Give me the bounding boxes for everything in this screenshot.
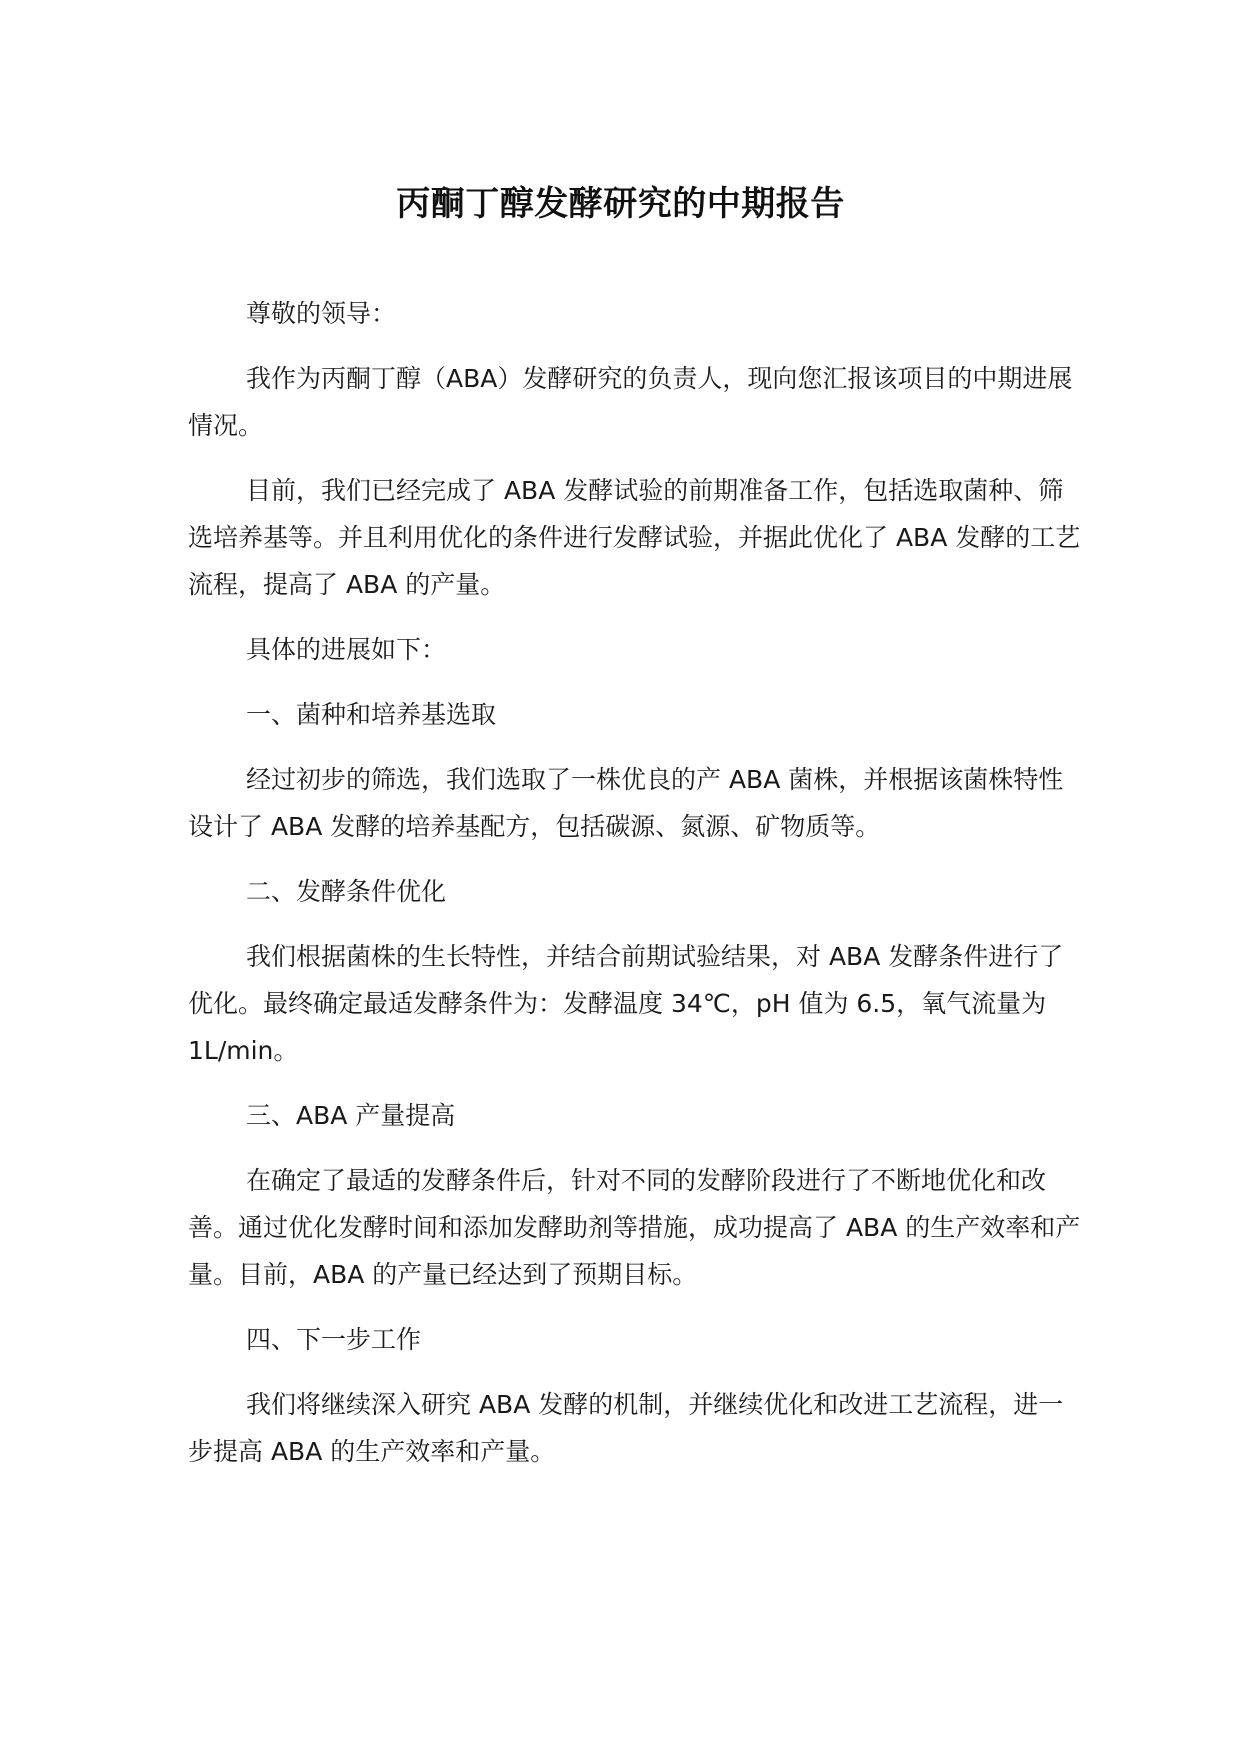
document-title: 丙酮丁醇发酵研究的中期报告 — [396, 184, 845, 224]
section-text-4: 我们将继续深入研究 ABA 发酵的机制，并继续优化和改进工艺流程，进一步提高 ABA 的生产效率和产量。 — [188, 1390, 1064, 1466]
section-heading-2: 二、发酵条件优化 — [246, 877, 447, 906]
status-paragraph: 目前，我们已经完成了 ABA 发酵试验的前期准备工作，包括选取菌种、筛选培养基等。并且利用优化的条件进行发酵试验，并据此优化了 ABA 发酵的工艺流程，提高了 ABA 的产量。 — [188, 476, 1081, 599]
document-body — [188, 290, 1088, 1493]
progress-intro: 具体的进展如下： — [246, 635, 447, 664]
intro-paragraph: 我作为丙酮丁醇（ABA）发酵研究的负责人，现向您汇报该项目的中期进展情况。 — [188, 364, 1073, 440]
section-heading-1: 一、菌种和培养基选取 — [246, 700, 497, 729]
section-text-1: 经过初步的筛选，我们选取了一株优良的产 ABA 菌株，并根据该菌株特性设计了 ABA 发酵的培养基配方，包括碳源、氮源、矿物质等。 — [188, 765, 1064, 841]
section-heading-3: 三、ABA 产量提高 — [246, 1101, 456, 1130]
salutation: 尊敬的领导： — [246, 299, 397, 328]
section-heading-4: 四、下一步工作 — [246, 1325, 422, 1354]
section-text-2: 我们根据菌株的生长特性，并结合前期试验结果，对 ABA 发酵条件进行了优化。最终确定最适发酵条件为：发酵温度 34℃，pH 值为 6.5，氧气流量为 1L/min。 — [188, 942, 1064, 1065]
section-text-3: 在确定了最适的发酵条件后，针对不同的发酵阶段进行了不断地优化和改善。通过优化发酵时间和添加发酵助剂等措施，成功提高了 ABA 的生产效率和产量。目前，ABA 的产量已经达到了预期目标。 — [188, 1166, 1081, 1289]
